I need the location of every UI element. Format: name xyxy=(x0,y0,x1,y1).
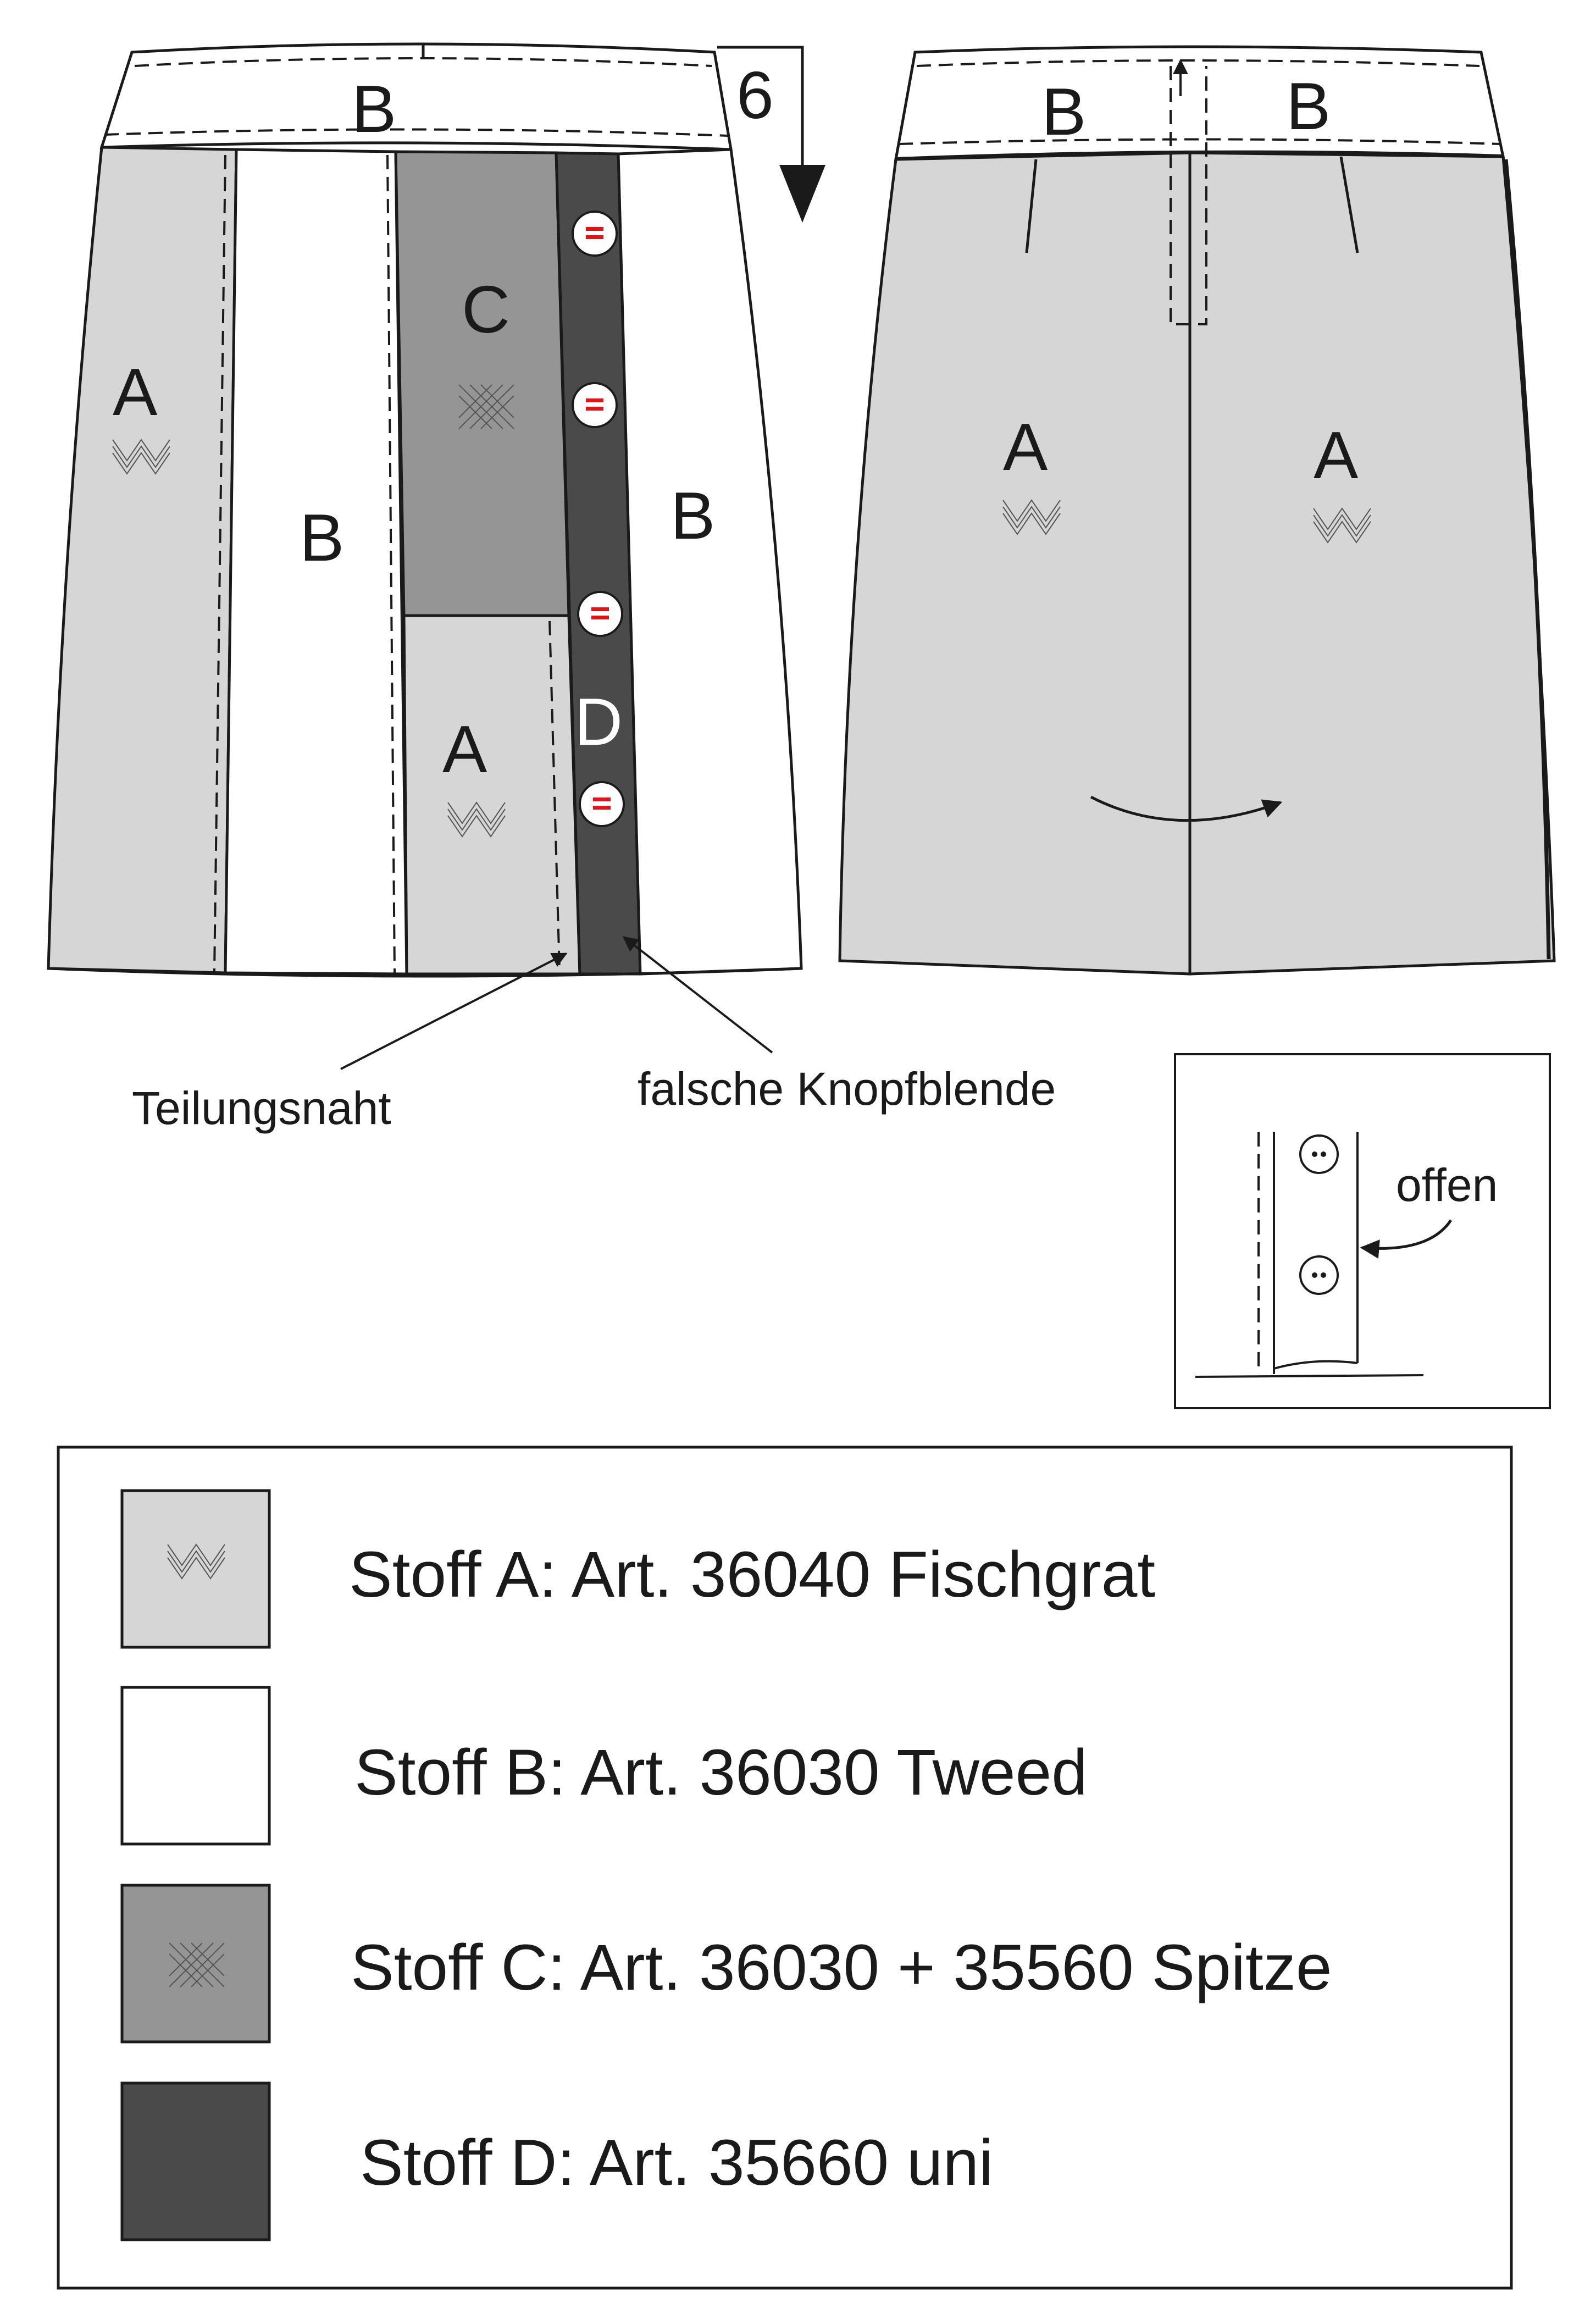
button-icon xyxy=(573,212,617,256)
front-measure-label: 6 xyxy=(736,58,774,132)
front-panel-a-lower-label: A xyxy=(442,712,487,787)
front-panel-c-label: C xyxy=(462,272,511,347)
detail-open-label: offen xyxy=(1396,1159,1498,1211)
back-view xyxy=(840,47,1554,974)
placket-detail xyxy=(1175,1054,1550,1408)
front-panel-b-center-label: B xyxy=(300,500,345,575)
back-panel-left-label: A xyxy=(1003,409,1048,484)
legend-fabric-b: Stoff B: Art. 36030 Tweed xyxy=(354,1736,1088,1809)
legend-fabric-a: Stoff A: Art. 36040 Fischgrat xyxy=(349,1538,1156,1611)
back-waistband-left-label: B xyxy=(1041,74,1087,149)
detail-box xyxy=(1175,1054,1550,1408)
front-waistband-label: B xyxy=(352,71,397,146)
front-panel-a-left xyxy=(48,147,236,973)
front-panel-b-right-label: B xyxy=(670,478,716,553)
arrow-down-icon xyxy=(779,165,825,223)
front-panel-b-right xyxy=(618,149,801,974)
front-placket-d-label: D xyxy=(574,684,623,759)
button-icon xyxy=(578,592,622,636)
swatch-fabric-a xyxy=(122,1491,269,1647)
button-icon xyxy=(580,782,624,826)
button-icon xyxy=(1300,1136,1338,1173)
front-panel-a-lower xyxy=(404,616,580,974)
button-icon xyxy=(573,383,617,427)
front-panel-c xyxy=(396,152,569,616)
back-panel-right xyxy=(1190,153,1554,974)
back-panel-left xyxy=(840,153,1190,974)
swatch-fabric-d xyxy=(122,2083,269,2240)
legend-fabric-d: Stoff D: Art. 35660 uni xyxy=(360,2127,994,2199)
seam-callout: Teilungsnaht xyxy=(132,1082,391,1134)
back-panel-right-label: A xyxy=(1314,418,1359,492)
legend-fabric-c: Stoff C: Art. 36030 + 35560 Spitze xyxy=(351,1931,1332,2004)
back-waistband-right-label: B xyxy=(1286,69,1331,143)
swatch-fabric-c xyxy=(122,1885,269,2042)
swatch-fabric-b xyxy=(122,1687,269,1844)
front-panel-a-left-label: A xyxy=(113,355,158,429)
fabric-legend xyxy=(58,1447,1511,2288)
button-icon xyxy=(1300,1256,1338,1294)
placket-callout: falsche Knopfblende xyxy=(638,1063,1056,1115)
